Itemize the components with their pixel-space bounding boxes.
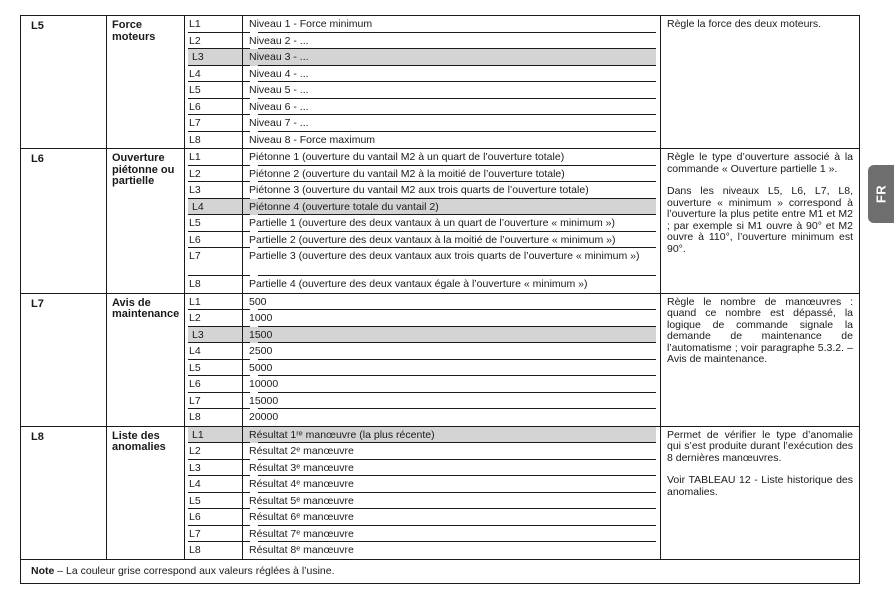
- level-code: L8: [185, 409, 243, 426]
- level-text: Niveau 3 - ...: [243, 49, 656, 66]
- level-row: [185, 232, 660, 249]
- level-code: L6: [185, 376, 243, 393]
- level-code: L4: [188, 199, 243, 216]
- level-text: Partielle 2 (ouverture des deux vantaux à la moitié de l’ouverture « minimum »): [249, 233, 616, 246]
- level-text: Résultat 3ᵉ manœuvre: [249, 461, 354, 474]
- level-text: Partielle 1 (ouverture des deux vantaux à un quart de l’ouverture « minimum »): [249, 217, 615, 229]
- level-text: Résultat 2ᵉ manœuvre: [249, 445, 354, 457]
- description-paragraph: Règle la force des deux moteurs.: [667, 18, 822, 30]
- parameter-code: L5: [21, 16, 107, 149]
- level-code: L2: [185, 166, 243, 183]
- level-code: L6: [185, 509, 243, 526]
- parameter-name: Avis de maintenance: [107, 293, 185, 426]
- level-text: Piétonne 1 (ouverture du vantail M2 à un quart de l’ouverture totale): [249, 151, 565, 163]
- level-code: L4: [185, 66, 243, 83]
- level-text: Résultat 7ᵉ manœuvre: [249, 527, 354, 540]
- parameter-description: [661, 149, 860, 294]
- level-row: [185, 149, 660, 166]
- level-code: L5: [185, 360, 243, 377]
- level-text: 2500: [249, 345, 273, 357]
- level-code: L5: [185, 493, 243, 510]
- parameter-row-l8: [21, 426, 860, 559]
- level-text: Résultat 5ᵉ manœuvre: [249, 494, 354, 507]
- level-row-factory-default: [185, 49, 660, 66]
- level-text: Niveau 6 - ...: [249, 100, 309, 113]
- level-text: Niveau 1 - Force minimum: [249, 18, 373, 30]
- level-text: Piétonne 2 (ouverture du vantail M2 à la moitié de l’ouverture totale): [249, 167, 565, 180]
- level-row: [185, 248, 660, 276]
- table-body: [21, 16, 860, 560]
- level-row: [185, 376, 660, 393]
- level-text: 15000: [249, 394, 279, 407]
- parameter-description: [661, 16, 860, 149]
- level-code: L3: [188, 327, 243, 344]
- description-paragraph: Permet de vérifier le type d’anomalie qui s’est produite durant l’exécution des 8 dernières manœuvres.: [667, 428, 853, 464]
- level-text: Piétonne 4 (ouverture totale du vantail 2): [243, 199, 656, 216]
- level-text: Piétonne 3 (ouverture du vantail M2 aux trois quarts de l’ouverture totale): [249, 184, 589, 196]
- level-code: L7: [185, 393, 243, 410]
- level-code: L7: [185, 248, 243, 276]
- description-paragraph: Dans les niveaux L5, L6, L7, L8, ouverture « minimum » correspond à l’ouverture la plus petite entre M1 et M2 ; par exemple si M1 ouvre à 90° et M2 ouvre à 110°, l’ouverture minimum est 90°.: [667, 185, 853, 255]
- level-code: L3: [185, 460, 243, 477]
- level-text: Niveau 4 - ...: [249, 67, 309, 80]
- level-code: L8: [185, 132, 243, 149]
- parameter-description: [661, 293, 860, 426]
- table-note: [21, 559, 860, 583]
- level-text: Résultat 8ᵉ manœuvre: [249, 544, 354, 556]
- level-code: L2: [185, 443, 243, 460]
- description-paragraph: Voir TABLEAU 12 - Liste historique des anomalies.: [667, 474, 853, 498]
- description-paragraph: Règle le nombre de manœuvres : quand ce nombre est dépassé, la logique de commande signale la demande de maintenance de l’automatisme ; voir paragraphe 5.3.2. – Avis de maintenance.: [667, 295, 853, 365]
- level-row: [185, 360, 660, 377]
- level-row-factory-default: [185, 199, 660, 216]
- level-row: [185, 509, 660, 526]
- level-code: L6: [185, 232, 243, 249]
- parameter-row-l7: [21, 293, 860, 426]
- level-row: [185, 66, 660, 83]
- level-text: 20000: [249, 411, 279, 423]
- level-code: L5: [185, 215, 243, 232]
- level-row: [185, 310, 660, 327]
- level-list: [185, 293, 661, 426]
- level-row: [185, 215, 660, 232]
- level-row: [185, 115, 660, 132]
- level-row: [185, 294, 660, 311]
- level-code: L3: [188, 49, 243, 66]
- level-row: [185, 82, 660, 99]
- parameters-table: [20, 15, 860, 584]
- level-text: Résultat 4ᵉ manœuvre: [249, 478, 354, 490]
- level-code: L8: [185, 542, 243, 559]
- level-code: L1: [185, 149, 243, 166]
- parameter-name: Force moteurs: [107, 16, 185, 149]
- level-list: [185, 16, 661, 149]
- level-row: [185, 542, 660, 559]
- level-text: Partielle 4 (ouverture des deux vantaux égale à l’ouverture « minimum »): [249, 278, 588, 290]
- level-row: [185, 276, 660, 293]
- level-row: [185, 460, 660, 477]
- level-code: L4: [185, 343, 243, 360]
- parameter-name: Ouverture piétonne ou partielle: [107, 149, 185, 294]
- parameter-code: L7: [21, 293, 107, 426]
- level-text: Niveau 7 - ...: [249, 117, 309, 129]
- level-text: Résultat 1ʳᵉ manœuvre (la plus récente): [243, 427, 656, 444]
- level-row: [185, 166, 660, 183]
- level-code: L7: [185, 115, 243, 132]
- language-tab-label: FR: [873, 184, 889, 204]
- level-code: L1: [188, 427, 243, 444]
- level-text: Niveau 2 - ...: [249, 34, 309, 47]
- level-text: 10000: [249, 378, 279, 390]
- description-paragraph: Règle le type d’ouverture associé à la commande « Ouverture partielle 1 ».: [667, 151, 853, 175]
- level-code: L6: [185, 99, 243, 116]
- level-row: [185, 409, 660, 426]
- level-text: Niveau 8 - Force maximum: [249, 133, 376, 146]
- level-code: L8: [185, 276, 243, 293]
- level-row: [185, 132, 660, 149]
- level-text: Partielle 3 (ouverture des deux vantaux aux trois quarts de l’ouverture « minimum »): [249, 250, 640, 262]
- level-text: 5000: [249, 361, 273, 374]
- level-row: [185, 16, 660, 33]
- level-row: [185, 443, 660, 460]
- level-row: [185, 33, 660, 50]
- level-list: [185, 149, 661, 294]
- level-text: 1000: [249, 312, 273, 324]
- parameter-row-l5: [21, 16, 860, 149]
- parameter-code: L6: [21, 149, 107, 294]
- level-code: L7: [185, 526, 243, 543]
- level-row: [185, 476, 660, 493]
- level-row: [185, 393, 660, 410]
- language-tab: [868, 165, 894, 223]
- level-code: L3: [185, 182, 243, 199]
- parameter-row-l6: [21, 149, 860, 294]
- level-code: L4: [185, 476, 243, 493]
- level-text: Niveau 5 - ...: [249, 84, 309, 96]
- note-label: Note: [31, 564, 55, 577]
- level-row: [185, 99, 660, 116]
- level-row: [185, 182, 660, 199]
- level-row-factory-default: [185, 327, 660, 344]
- parameter-description: [661, 426, 860, 559]
- parameter-code: L8: [21, 426, 107, 559]
- level-text: Résultat 6ᵉ manœuvre: [249, 511, 354, 523]
- level-code: L2: [185, 33, 243, 50]
- level-text: 500: [249, 295, 267, 308]
- level-row: [185, 493, 660, 510]
- level-row: [185, 526, 660, 543]
- parameter-name: Liste des anomalies: [107, 426, 185, 559]
- level-text: 1500: [243, 327, 656, 344]
- level-code: L1: [185, 16, 243, 33]
- level-code: L5: [185, 82, 243, 99]
- level-code: L2: [185, 310, 243, 327]
- level-row-factory-default: [185, 427, 660, 444]
- table-note-row: [21, 559, 860, 583]
- level-list: [185, 426, 661, 559]
- note-text: – La couleur grise correspond aux valeurs réglées à l’usine.: [54, 564, 335, 577]
- level-row: [185, 343, 660, 360]
- level-code: L1: [185, 294, 243, 311]
